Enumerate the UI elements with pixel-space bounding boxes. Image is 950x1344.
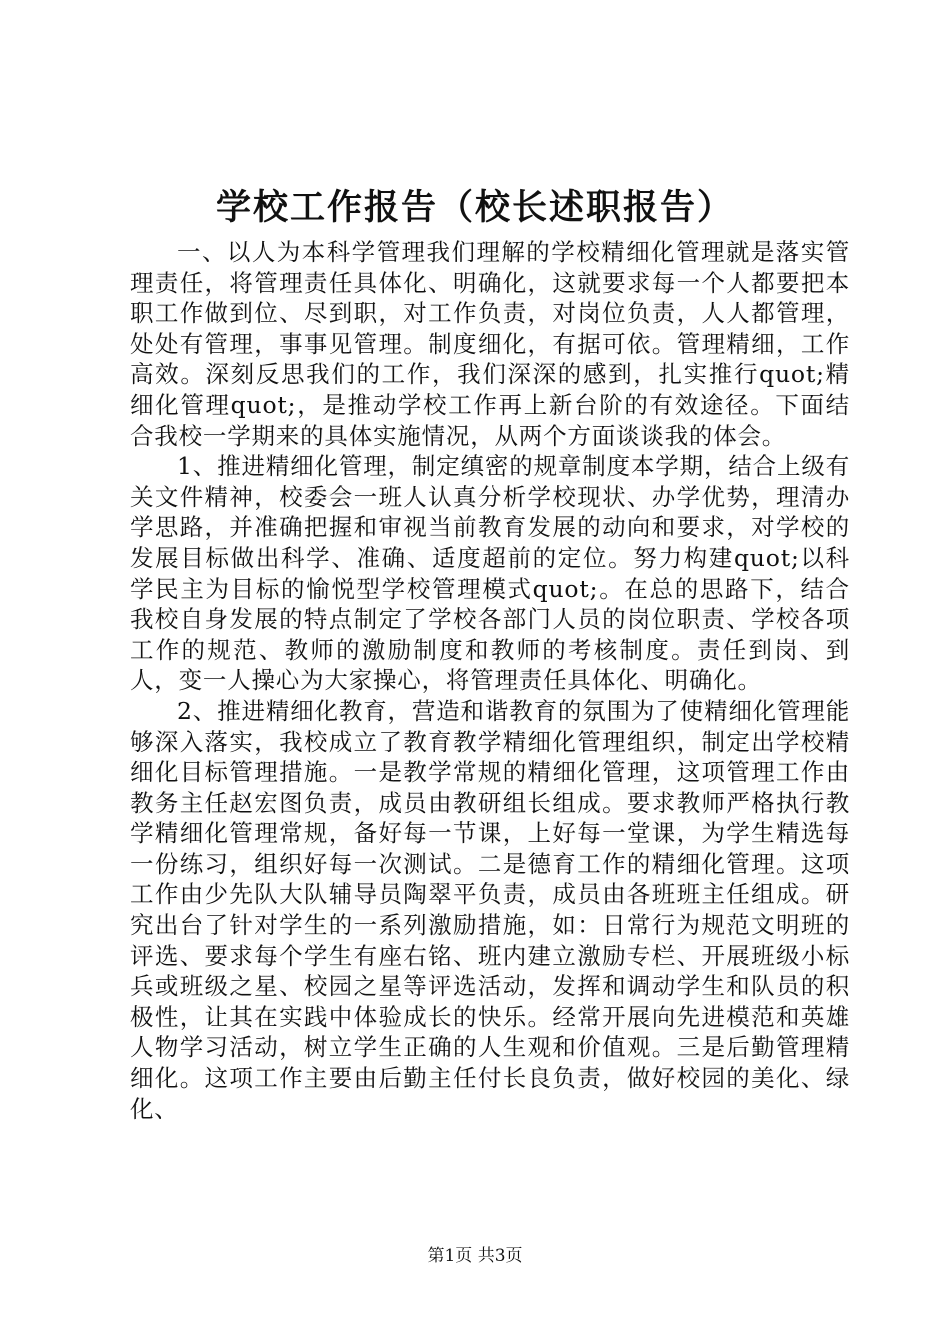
page-number-footer: 第1页 共3页 (427, 1246, 523, 1266)
paragraph-education: 2、推进精细化教育，营造和谐教育的氛围为了使精细化管理能够深入落实，我校成立了教育教学精细化管理组织，制定出学校精细化目标管理措施。一是教学常规的精细化管理，这项管理工作由教务主任赵宏图负责，成员由教研组长组成。要求教师严格执行教学精细化管理常规，备好每一节课，上好每一堂课，为学生精选每一份练习，组织好每一次测试。二是德育工作的精细化管理。这项工作由少先队大队辅导员陶翠平负责，成员由各班班主任组成。研究出台了针对学生的一系列激励措施，如：日常行为规范文明班的评选、要求每个学生有座右铭、班内建立激励专栏、开展班级小标兵或班级之星、校园之星等评选活动，发挥和调动学生和队员的积极性，让其在实践中体验成长的快乐。经常开展向先进模范和英雄人物学习活动，树立学生正确的人生观和价值观。三是后勤管理精细化。这项工作主要由后勤主任付长良负责，做好校园的美化、绿化、 (130, 696, 850, 1123)
document-title: 学校工作报告（校长述职报告） (215, 187, 734, 228)
paragraph-management: 1、推进精细化管理，制定缜密的规章制度本学期，结合上级有关文件精神，校委会一班人认真分析学校现状、办学优势，理清办学思路，并准确把握和审视当前教育发展的动向和要求，对学校的发展目标做出科学、准确、适度超前的定位。努力构建quot;以科学民主为目标的愉悦型学校管理模式quot;。在总的思路下，结合我校自身发展的特点制定了学校各部门人员的岗位职责、学校各项工作的规范、教师的激励制度和教师的考核制度。责任到岗、到人，变一人操心为大家操心，将管理责任具体化、明确化。 (130, 452, 850, 695)
paragraph-intro: 一、以人为本科学管理我们理解的学校精细化管理就是落实管理责任，将管理责任具体化、明确化，这就要求每一个人都要把本职工作做到位、尽到职，对工作负责，对岗位负责，人人都管理，处处有管理，事事见管理。制度细化，有据可依。管理精细，工作高效。深刻反思我们的工作，我们深深的感到，扎实推行quot;精细化管理quot;，是推动学校工作再上新台阶的有效途径。下面结合我校一学期来的具体实施情况，从两个方面谈谈我的体会。 (130, 238, 850, 450)
document-body (130, 237, 850, 1124)
